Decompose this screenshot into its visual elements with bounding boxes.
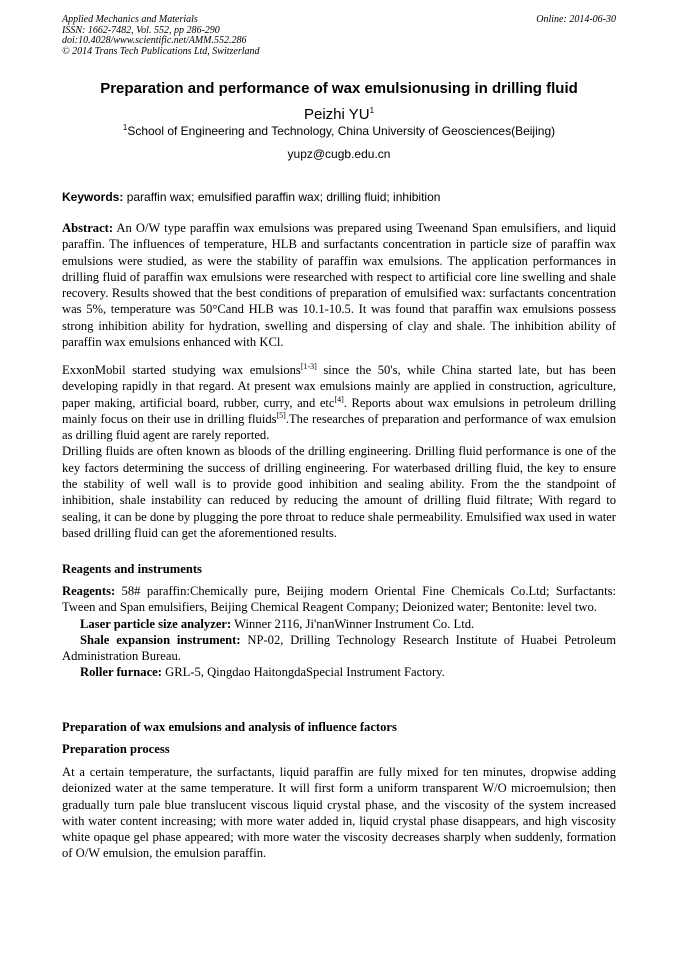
preparation-process	[62, 764, 616, 862]
paper-title: Preparation and performance of wax emulsionusing in drilling fluid	[100, 80, 578, 97]
roller-furnace-paragraph: Roller furnace: GRL-5, Qingdao HaitongdaSpecial Instrument Factory.	[80, 665, 445, 680]
citation-ref: [5]	[276, 410, 286, 420]
subsection-heading-process: Preparation process	[62, 742, 170, 756]
author-sup: 1	[369, 106, 375, 115]
reagents-section	[62, 583, 616, 681]
abstract-text: An O/W type paraffin wax emulsions was prepared using Tweenand Span emulsifiers, and liquid paraffin. The influences of temperature, HLB and surfactants concentration in particle size of paraffin wax emulsions were studied, as were the stability of paraffin wax emulsions. The application performances in drilling fluid of paraffin wax emulsions were researched with respect to artificial core line swelling and shale recovery. Results showed that the best conditions of preparation of emulsified wax: surfactants concentration was 5%, temperature was 50°Cand HLB was 10.1-10.5. It was found that paraffin wax emulsions possess strong inhibition ability for hydration, swelling and dispersing of clay and shale. The inhibition ability of paraffin wax emulsions enhanced with KCl.	[62, 221, 616, 350]
intro-paragraph-1: ExxonMobil started studying wax emulsions[1-3] since the 50's, while China started late, but has been developing rapidly in that regard. At present wax emulsions mainly are applied in construction, agriculture, paper making, artificial board, rubber, curry, and etc[4]. Reports about wax emulsions in petroleum drilling mainly focus on their use in drilling fluids[5].The researches of preparation and performance of wax emulsion as drilling fluid agent are rarely reported.	[62, 361, 616, 443]
doi-line: doi:10.4028/www.scientific.net/AMM.552.286	[62, 35, 247, 46]
abstract	[62, 220, 616, 350]
affiliation-sup: 1	[122, 123, 128, 132]
reagents-paragraph: Reagents: 58# paraffin:Chemically pure, Beijing modern Oriental Fine Chemicals Co.Ltd; Surfactants: Tween and Span emulsifiers, Beijing Chemical Reagent Company; Deionized water; Bentonite: level two.	[62, 584, 616, 615]
author-email: yupz@cugb.edu.cn	[287, 147, 391, 161]
citation-ref: [1-3]	[300, 361, 317, 371]
section-heading-reagents: Reagents and instruments	[62, 562, 202, 576]
intro-paragraph-2: Drilling fluids are often known as bloods of the drilling engineering. Drilling fluid performance is one of the key factors determining the success of drilling engineering. For waterbased drilling fluid, the key to ensure the stability of well wall is to provide good inhibition and sealing ability. From the the standpoint of inhibition, shale instability can reduced by reducing the amount of drilling fluid filtrate; With regard to sealing, it can be done by plugging the pore throat to reduce shale permeability. Emulsified wax used in water based drilling fluid can get the aforementioned results.	[62, 444, 616, 540]
introduction	[62, 362, 616, 541]
issn-line: ISSN: 1662-7482, Vol. 552, pp 286-290	[62, 24, 220, 36]
section-heading-preparation: Preparation of wax emulsions and analysis of influence factors	[62, 720, 397, 734]
abstract-label: Abstract:	[62, 221, 114, 235]
affiliation	[0, 124, 678, 138]
author	[0, 106, 678, 123]
affiliation-text: School of Engineering and Technology, China University of Geosciences(Beijing)	[127, 124, 556, 138]
journal-header	[62, 15, 616, 57]
online-date: Online: 2014-06-30	[536, 14, 616, 25]
copyright-line: © 2014 Trans Tech Publications Ltd, Switzerland	[62, 45, 260, 57]
journal-name: Applied Mechanics and Materials	[62, 14, 198, 25]
shale-instrument-paragraph: Shale expansion instrument: NP-02, Drilling Technology Research Institute of Huabei Petroleum Administration Bureau.	[62, 632, 616, 664]
citation-ref: [4]	[334, 394, 344, 404]
author-name: Peizhi YU	[303, 106, 370, 123]
laser-analyzer-paragraph: Laser particle size analyzer: Winner 2116, Ji'nanWinner Instrument Co. Ltd.	[80, 616, 475, 631]
keywords	[62, 190, 616, 204]
keywords-text: paraffin wax; emulsified paraffin wax; drilling fluid; inhibition	[126, 190, 441, 204]
keywords-label: Keywords:	[62, 190, 124, 204]
preparation-paragraph: At a certain temperature, the surfactants, liquid paraffin are fully mixed for ten minutes, dropwise adding deionized water at the same temperature. It will first form a uniform transparent W/O microemulsion; then gradually turn pale blue translucent viscous liquid crystal phase, and the viscosity of the system increased with water content increasing; with more water added in, liquid crystal phase disappears, and high viscosity white opaque gel phase appeared; with more water the viscosity decreases sharply when suddenly, formation of O/W emulsion, the emulsion paraffin.	[62, 765, 616, 861]
